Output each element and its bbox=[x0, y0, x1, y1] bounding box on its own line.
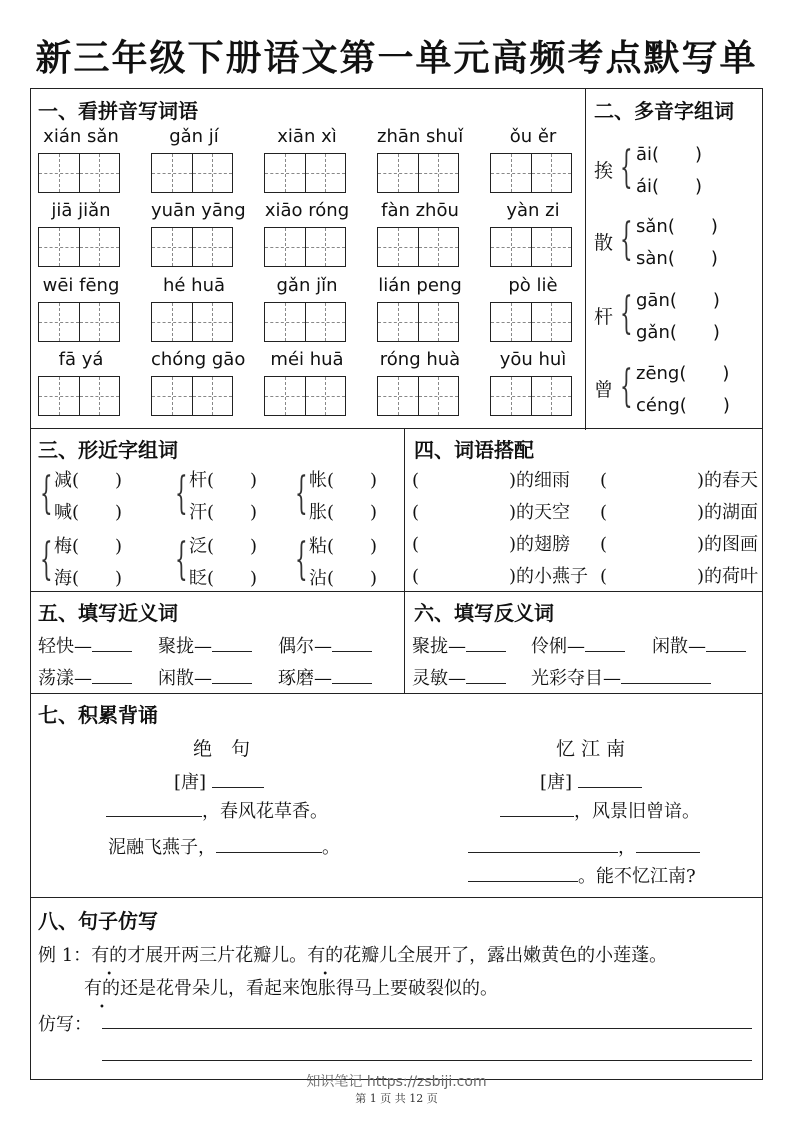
writing-grid[interactable] bbox=[38, 153, 120, 193]
pinyin-label: pò liè bbox=[508, 275, 558, 296]
writing-grid[interactable] bbox=[377, 302, 459, 342]
answer-line[interactable] bbox=[102, 1060, 752, 1061]
similar-char-item[interactable]: 梅( ) bbox=[54, 536, 123, 557]
pinyin-label: ǒu ěr bbox=[509, 126, 557, 147]
example-sentence-line-2: 有的还是花骨朵儿，看起来饱胀得马上要破裂似的。 bbox=[84, 978, 498, 999]
collocation-item[interactable]: ( )的图画 bbox=[600, 534, 759, 555]
similar-char-item[interactable]: 喊( ) bbox=[54, 502, 123, 523]
poem-2-title: 忆 江 南 bbox=[556, 738, 626, 760]
page-number: 第 1 页 共 12 页 bbox=[355, 1092, 438, 1105]
polyphone-reading[interactable]: gǎn( ) bbox=[636, 322, 720, 343]
section-3-title: 三、形近字组词 bbox=[38, 438, 178, 462]
poem-1-line-1: ，春风花草香。 bbox=[106, 797, 328, 823]
synonym-item[interactable]: 荡漾— bbox=[38, 664, 132, 690]
imitation-label: 仿写： bbox=[38, 1014, 92, 1035]
divider bbox=[30, 693, 763, 694]
pinyin-label: xiān xì bbox=[277, 126, 337, 147]
section-1-title: 一、看拼音写词语 bbox=[38, 99, 198, 123]
example-sentence-line-1: 例 1：有的才展开两三片花瓣儿。有的花瓣儿全展开了，露出嫩黄色的小莲蓬。 bbox=[38, 945, 668, 966]
pinyin-label: zhān shuǐ bbox=[377, 126, 464, 147]
brace: { bbox=[40, 534, 53, 585]
antonym-item[interactable]: 聚拢— bbox=[412, 632, 506, 658]
divider bbox=[30, 428, 763, 429]
poem-2-line-2: ， bbox=[468, 833, 700, 859]
watermark: 知识笔记 https://zsbiji.com bbox=[306, 1074, 487, 1090]
poem-1-line-2: 泥融飞燕子， 。 bbox=[108, 837, 340, 858]
pinyin-label: chóng gāo bbox=[151, 349, 246, 370]
pinyin-label: wēi fēng bbox=[42, 275, 120, 296]
writing-grid[interactable] bbox=[264, 227, 346, 267]
section-8-title: 八、句子仿写 bbox=[38, 909, 158, 933]
poem-2-author: [唐] bbox=[540, 768, 642, 794]
collocation-item[interactable]: ( )的湖面 bbox=[600, 502, 759, 523]
polyphone-reading[interactable]: gān( ) bbox=[636, 290, 720, 311]
pinyin-label: xiāo róng bbox=[264, 200, 350, 221]
divider bbox=[30, 897, 763, 898]
brace: { bbox=[295, 534, 308, 585]
pinyin-label: yàn zi bbox=[506, 200, 560, 221]
writing-grid[interactable] bbox=[151, 376, 233, 416]
writing-grid[interactable] bbox=[377, 153, 459, 193]
collocation-item[interactable]: ( )的小燕子 bbox=[412, 566, 589, 587]
pinyin-label: fàn zhōu bbox=[381, 200, 459, 221]
polyphone-reading[interactable]: āi( ) bbox=[636, 144, 703, 165]
polyphone-char: 杆 bbox=[594, 306, 614, 328]
polyphone-char: 散 bbox=[594, 232, 614, 254]
pinyin-label: gǎn jǐn bbox=[276, 275, 338, 296]
brace: { bbox=[40, 468, 53, 519]
similar-char-item[interactable]: 海( ) bbox=[54, 568, 123, 589]
writing-grid[interactable] bbox=[38, 302, 120, 342]
writing-grid[interactable] bbox=[264, 302, 346, 342]
brace: { bbox=[175, 534, 188, 585]
pinyin-label: róng huà bbox=[379, 349, 461, 370]
pinyin-label: gǎn jí bbox=[169, 126, 219, 147]
poem-2-line-1: ，风景旧曾谙。 bbox=[500, 797, 700, 823]
antonym-item[interactable]: 灵敏— bbox=[412, 664, 506, 690]
pinyin-label: hé huā bbox=[162, 275, 226, 296]
writing-grid[interactable] bbox=[377, 227, 459, 267]
similar-char-item[interactable]: 沾( ) bbox=[309, 568, 378, 589]
similar-char-item[interactable]: 泛( ) bbox=[189, 536, 258, 557]
collocation-item[interactable]: ( )的细雨 bbox=[412, 470, 571, 491]
page-title: 新三年级下册语文第一单元高频考点默写单 bbox=[35, 38, 758, 79]
pinyin-label: jiā jiǎn bbox=[51, 200, 111, 221]
polyphone-reading[interactable]: zēng( ) bbox=[636, 363, 730, 384]
synonym-item[interactable]: 琢磨— bbox=[278, 664, 372, 690]
poem-1-author: [唐] bbox=[174, 768, 264, 794]
pinyin-label: xián sǎn bbox=[43, 126, 119, 147]
writing-grid[interactable] bbox=[490, 302, 572, 342]
collocation-item[interactable]: ( )的春天 bbox=[600, 470, 759, 491]
divider bbox=[404, 428, 405, 694]
divider bbox=[30, 591, 763, 592]
similar-char-item[interactable]: 粘( ) bbox=[309, 536, 378, 557]
writing-grid[interactable] bbox=[151, 227, 233, 267]
brace: { bbox=[620, 361, 633, 412]
polyphone-char: 挨 bbox=[594, 160, 614, 182]
pinyin-label: fā yá bbox=[58, 349, 104, 370]
brace: { bbox=[295, 468, 308, 519]
pinyin-label: lián peng bbox=[378, 275, 462, 296]
brace: { bbox=[620, 142, 633, 193]
synonym-item[interactable]: 偶尔— bbox=[278, 632, 372, 658]
writing-grid[interactable] bbox=[490, 227, 572, 267]
brace: { bbox=[175, 468, 188, 519]
synonym-item[interactable]: 聚拢— bbox=[158, 632, 252, 658]
similar-char-item[interactable]: 杆( ) bbox=[189, 470, 258, 491]
writing-grid[interactable] bbox=[377, 376, 459, 416]
poem-2-line-3: 。能不忆江南? bbox=[468, 862, 696, 888]
poem-1-title: 绝 句 bbox=[193, 738, 251, 760]
similar-char-item[interactable]: 减( ) bbox=[54, 470, 123, 491]
brace: { bbox=[620, 288, 633, 339]
section-5-title: 五、填写近义词 bbox=[38, 601, 178, 625]
writing-grid[interactable] bbox=[151, 302, 233, 342]
pinyin-label: yōu huì bbox=[499, 349, 567, 370]
similar-char-item[interactable]: 帐( ) bbox=[309, 470, 378, 491]
writing-grid[interactable] bbox=[490, 376, 572, 416]
polyphone-reading[interactable]: céng( ) bbox=[636, 395, 730, 416]
similar-char-item[interactable]: 眨( ) bbox=[189, 568, 258, 589]
synonym-item[interactable]: 闲散— bbox=[158, 664, 252, 690]
section-7-title: 七、积累背诵 bbox=[38, 703, 158, 727]
similar-char-item[interactable]: 汗( ) bbox=[189, 502, 258, 523]
writing-grid[interactable] bbox=[151, 153, 233, 193]
writing-grid[interactable] bbox=[490, 153, 572, 193]
pinyin-label: méi huā bbox=[270, 349, 344, 370]
answer-line[interactable] bbox=[102, 1028, 752, 1029]
divider bbox=[585, 88, 586, 430]
pinyin-label: yuān yāng bbox=[151, 200, 246, 221]
antonym-item[interactable]: 光彩夺目— bbox=[531, 664, 711, 690]
section-6-title: 六、填写反义词 bbox=[414, 601, 554, 625]
polyphone-reading[interactable]: ái( ) bbox=[636, 176, 703, 197]
collocation-item[interactable]: ( )的翅膀 bbox=[412, 534, 571, 555]
synonym-item[interactable]: 轻快— bbox=[38, 632, 132, 658]
writing-grid[interactable] bbox=[264, 153, 346, 193]
collocation-item[interactable]: ( )的荷叶 bbox=[600, 566, 759, 587]
antonym-item[interactable]: 伶俐— bbox=[531, 632, 625, 658]
polyphone-reading[interactable]: sǎn( ) bbox=[636, 216, 718, 237]
polyphone-char: 曾 bbox=[594, 379, 614, 401]
writing-grid[interactable] bbox=[38, 227, 120, 267]
section-2-title: 二、多音字组词 bbox=[594, 99, 734, 123]
similar-char-item[interactable]: 胀( ) bbox=[309, 502, 378, 523]
writing-grid[interactable] bbox=[38, 376, 120, 416]
brace: { bbox=[620, 214, 633, 265]
antonym-item[interactable]: 闲散— bbox=[652, 632, 746, 658]
section-4-title: 四、词语搭配 bbox=[414, 438, 534, 462]
collocation-item[interactable]: ( )的天空 bbox=[412, 502, 571, 523]
writing-grid[interactable] bbox=[264, 376, 346, 416]
polyphone-reading[interactable]: sàn( ) bbox=[636, 248, 718, 269]
